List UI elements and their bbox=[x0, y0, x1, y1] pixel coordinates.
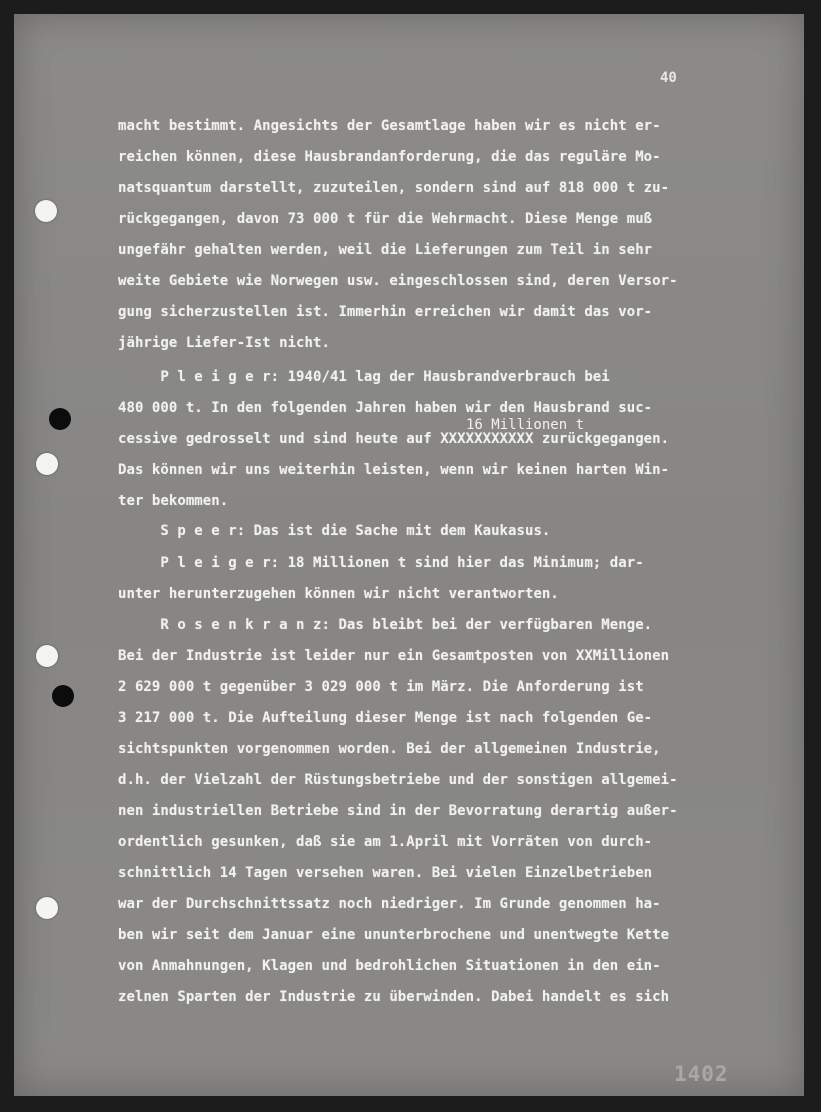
inserted-correction: 16 Millionen t bbox=[466, 417, 585, 433]
text-line: 480 000 t. In den folgenden Jahren haben wir den Hausbrand suc- bbox=[118, 400, 653, 416]
text-line: nen industriellen Betriebe sind in der Bevorratung derartig außer- bbox=[118, 803, 678, 819]
punch-hole bbox=[36, 645, 58, 667]
text-line: 3 217 000 t. Die Aufteilung dieser Menge ist nach folgenden Ge- bbox=[118, 710, 653, 726]
text-line: ben wir seit dem Januar eine ununterbrochene und unentwegte Kette bbox=[118, 927, 670, 943]
text-line: cessive gedrosselt und sind heute auf XXXXXXXXXXX zurückgegangen. bbox=[118, 431, 670, 447]
text-line: unter herunterzugehen können wir nicht verantworten. bbox=[118, 586, 559, 602]
text-line: P l e i g e r: 1940/41 lag der Hausbrandverbrauch bei bbox=[118, 369, 610, 385]
text-line: 2 629 000 t gegenüber 3 029 000 t im März. Die Anforderung ist bbox=[118, 679, 644, 695]
text-line: gung sicherzustellen ist. Immerhin erreichen wir damit das vor- bbox=[118, 304, 653, 320]
text-line: weite Gebiete wie Norwegen usw. eingeschlossen sind, deren Versor- bbox=[118, 273, 678, 289]
text-line: macht bestimmt. Angesichts der Gesamtlage haben wir es nicht er- bbox=[118, 118, 661, 134]
text-line: ungefähr gehalten werden, weil die Lieferungen zum Teil in sehr bbox=[118, 242, 653, 258]
archive-stamp-number: 1402 bbox=[674, 1062, 729, 1086]
text-line: reichen können, diese Hausbrandanforderung, die das reguläre Mo- bbox=[118, 149, 661, 165]
text-line: war der Durchschnittssatz noch niedriger. Im Grunde genommen ha- bbox=[118, 896, 661, 912]
text-line: jährige Liefer-Ist nicht. bbox=[118, 335, 330, 351]
text-line: d.h. der Vielzahl der Rüstungsbetriebe und der sonstigen allgemei- bbox=[118, 772, 678, 788]
punch-hole bbox=[35, 200, 57, 222]
text-line: schnittlich 14 Tagen versehen waren. Bei vielen Einzelbetrieben bbox=[118, 865, 653, 881]
text-line: R o s e n k r a n z: Das bleibt bei der verfügbaren Menge. bbox=[118, 617, 653, 633]
text-line: von Anmahnungen, Klagen und bedrohlichen Situationen in den ein- bbox=[118, 958, 661, 974]
punch-hole bbox=[49, 408, 71, 430]
text-line: Bei der Industrie ist leider nur ein Gesamtposten von XXMillionen bbox=[118, 648, 670, 664]
text-line: natsquantum darstellt, zuzuteilen, sondern sind auf 818 000 t zu- bbox=[118, 180, 670, 196]
punch-hole bbox=[36, 897, 58, 919]
text-line: S p e e r: Das ist die Sache mit dem Kaukasus. bbox=[118, 523, 551, 539]
text-line: ter bekommen. bbox=[118, 493, 229, 509]
punch-hole bbox=[52, 685, 74, 707]
text-line: rückgegangen, davon 73 000 t für die Wehrmacht. Diese Menge muß bbox=[118, 211, 653, 227]
text-line: ordentlich gesunken, daß sie am 1.April mit Vorräten von durch- bbox=[118, 834, 653, 850]
page-number: 40 bbox=[660, 70, 677, 86]
punch-hole bbox=[36, 453, 58, 475]
text-line: sichtspunkten vorgenommen worden. Bei der allgemeinen Industrie, bbox=[118, 741, 661, 757]
text-line: Das können wir uns weiterhin leisten, wenn wir keinen harten Win- bbox=[118, 462, 670, 478]
text-line: zelnen Sparten der Industrie zu überwinden. Dabei handelt es sich bbox=[118, 989, 670, 1005]
text-line: P l e i g e r: 18 Millionen t sind hier das Minimum; dar- bbox=[118, 555, 644, 571]
